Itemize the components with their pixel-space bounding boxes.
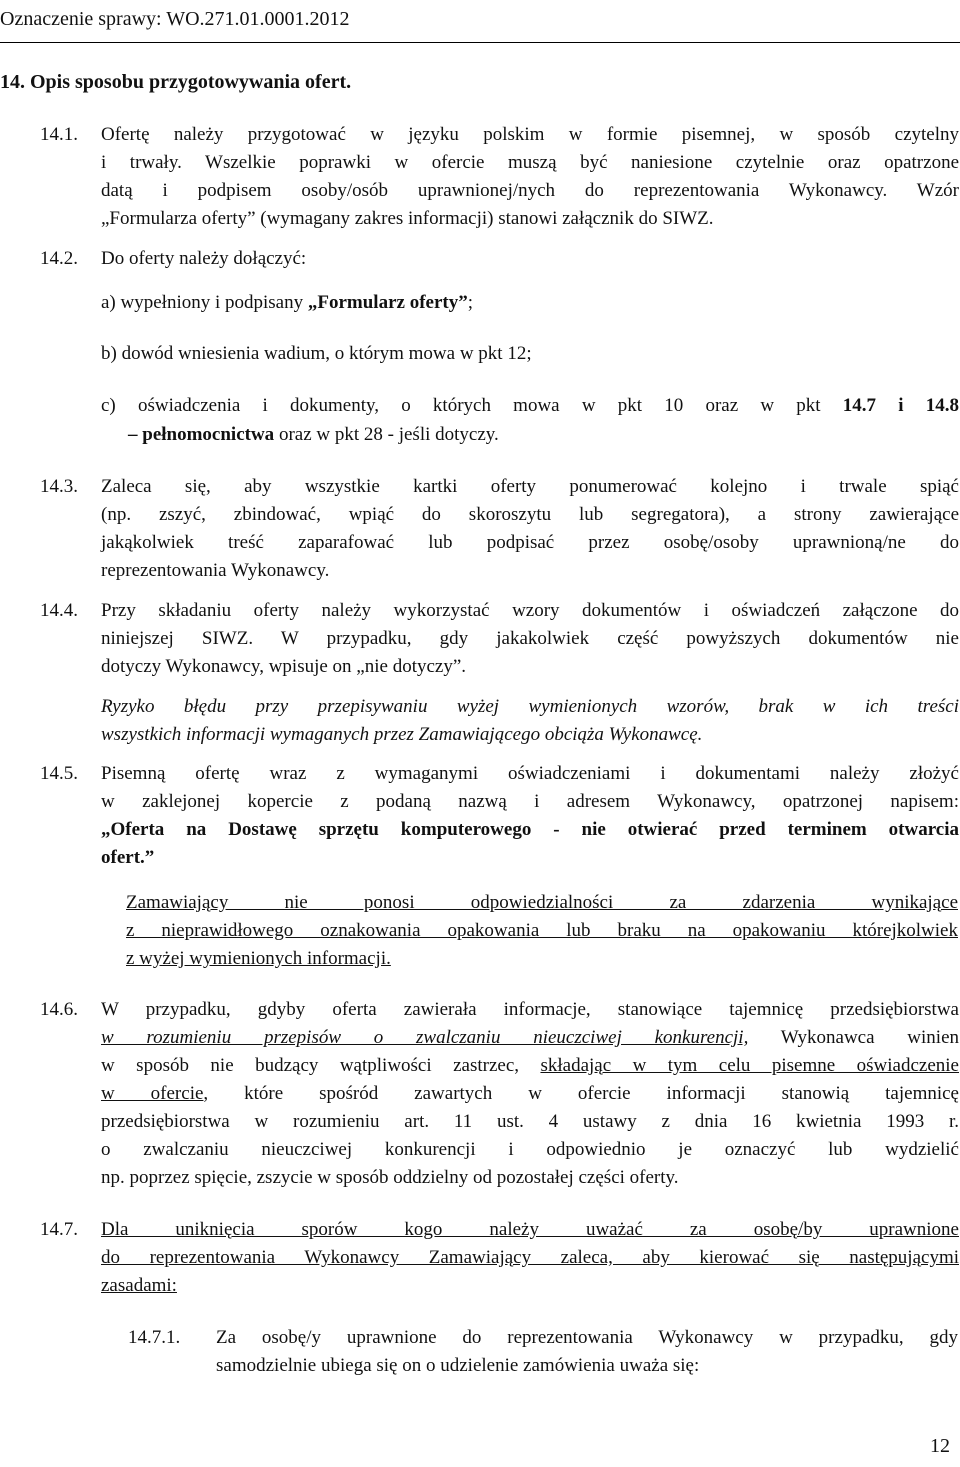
text-line: jakąkolwiek treść zaparafować lub podpisać przez osobę/osoby uprawnioną/ne do [101, 532, 959, 553]
list-item-text: oraz w pkt 28 - jeśli dotyczy. [274, 424, 499, 445]
text-fragment: w sposób nie budzący wątpliwości zastrzec, [101, 1055, 541, 1076]
text-line: „Formularza oferty” (wymagany zakres informacji) stanowi załącznik do SIWZ. [101, 208, 714, 229]
text-line: i trwały. Wszelkie poprawki w ofercie muszą być naniesione czytelnie oraz opatrzone [101, 152, 959, 173]
paragraph-number: 14.5. [40, 763, 78, 784]
text-line: dotyczy Wykonawcy, wpisuje on „nie dotyczy”. [101, 656, 467, 677]
subparagraph-number: 14.7.1. [128, 1327, 181, 1348]
list-item-c [101, 392, 959, 420]
envelope-label-line: „Oferta na Dostawę sprzętu komputerowego - nie otwierać przed terminem otwarcia [101, 819, 959, 840]
list-item-suffix: ; [467, 292, 473, 313]
paragraph-number: 14.7. [40, 1219, 78, 1240]
underlined-note-line: Zamawiający nie ponosi odpowiedzialności za zdarzenia wynikające [126, 892, 958, 913]
list-item-text: a) wypełniony i podpisany [101, 292, 308, 313]
italic-note-line: Ryzyko błędu przy przepisywaniu wyżej wymienionych wzorów, brak w ich treści [101, 696, 959, 717]
italic-note-line: wszystkich informacji wymaganych przez Zamawiającego obciąża Wykonawcę. [101, 724, 703, 745]
underlined-fragment: w ofercie [101, 1083, 204, 1104]
list-item-b: b) dowód wniesienia wadium, o którym mowa w pkt 12; [101, 343, 532, 364]
text-line: (np. zszyć, zbindować, wpiąć do skoroszytu lub segregatora), a strony zawierające [101, 504, 959, 525]
text-line [101, 1052, 959, 1080]
text-line: o zwalczaniu nieuczciwej konkurencji i odpowiednio je oznaczyć lub wydzielić [101, 1139, 959, 1160]
text-line: w zaklejonej kopercie z podaną nazwą i adresem Wykonawcy, opatrzonej napisem: [101, 791, 959, 812]
underlined-line: do reprezentowania Wykonawcy Zamawiający zaleca, aby kierować się następującymi [101, 1247, 959, 1268]
text-line: W przypadku, gdyby oferta zawierała informacje, stanowiące tajemnicę przedsiębiorstwa [101, 999, 959, 1020]
text-fragment: , które spośród zawartych w ofercie informacji stanowią tajemnicę [203, 1083, 959, 1104]
text-line: Przy składaniu oferty należy wykorzystać wzory dokumentów i oświadczeń załączone do [101, 600, 959, 621]
text-line: samodzielnie ubiega się on o udzielenie zamówienia uważa się: [216, 1355, 700, 1376]
legal-reference: w rozumieniu przepisów o zwalczaniu nieuczciwej konkurencji, [101, 1027, 749, 1048]
form-title: „Formularz oferty” [307, 292, 468, 313]
section-title: 14. Opis sposobu przygotowywania ofert. [0, 71, 352, 93]
list-item-ref: 14.7 i 14.8 [842, 395, 959, 416]
underlined-line: zasadami: [101, 1275, 177, 1296]
underlined-note-line: z wyżej wymienionych informacji. [126, 948, 391, 969]
paragraph-number: 14.3. [40, 476, 78, 497]
paragraph-number: 14.1. [40, 124, 78, 145]
underlined-fragment: składając w tym celu pisemne oświadczenie [540, 1055, 959, 1076]
paragraph-number: 14.4. [40, 600, 78, 621]
text-line: Do oferty należy dołączyć: [101, 248, 307, 269]
text-line: Zaleca się, aby wszystkie kartki oferty ponumerować kolejno i trwale spiąć [101, 476, 959, 497]
header-divider [0, 42, 960, 43]
paragraph-number: 14.2. [40, 248, 78, 269]
text-line: niniejszej SIWZ. W przypadku, gdy jakakolwiek część powyższych dokumentów nie [101, 628, 959, 649]
text-line [101, 1024, 959, 1052]
text-line: reprezentowania Wykonawcy. [101, 560, 330, 581]
text-line: Za osobę/y uprawnione do reprezentowania Wykonawcy w przypadku, gdy [216, 1327, 958, 1348]
text-line [101, 1080, 959, 1108]
text-line: Ofertę należy przygotować w języku polskim w formie pisemnej, w sposób czytelny [101, 124, 959, 145]
underlined-note-line: z nieprawidłowego oznakowania opakowania lub braku na opakowaniu którejkolwiek [126, 920, 958, 941]
text-line: Pisemną ofertę wraz z wymaganymi oświadczeniami i dokumentami należy złożyć [101, 763, 959, 784]
list-item-c-cont [128, 421, 958, 449]
envelope-label-line: ofert.” [101, 847, 155, 868]
list-item-bold: – pełnomocnictwa [128, 424, 275, 445]
page-number: 12 [930, 1435, 950, 1457]
case-reference: Oznaczenie sprawy: WO.271.01.0001.2012 [0, 8, 350, 30]
text-line: np. poprzez spięcie, zszycie w sposób oddzielny od pozostałej części oferty. [101, 1167, 679, 1188]
paragraph-number: 14.6. [40, 999, 78, 1020]
list-item-a [101, 289, 959, 317]
text-line: datą i podpisem osoby/osób uprawnionej/nych do reprezentowania Wykonawcy. Wzór [101, 180, 959, 201]
list-item-text: c) oświadczenia i dokumenty, o których mowa w pkt 10 oraz w pkt [101, 395, 843, 416]
text-line: przedsiębiorstwa w rozumieniu art. 11 ust. 4 ustawy z dnia 16 kwietnia 1993 r. [101, 1111, 959, 1132]
text-fragment: Wykonawca winien [748, 1027, 959, 1048]
underlined-line: Dla uniknięcia sporów kogo należy uważać za osobę/by uprawnione [101, 1219, 959, 1240]
